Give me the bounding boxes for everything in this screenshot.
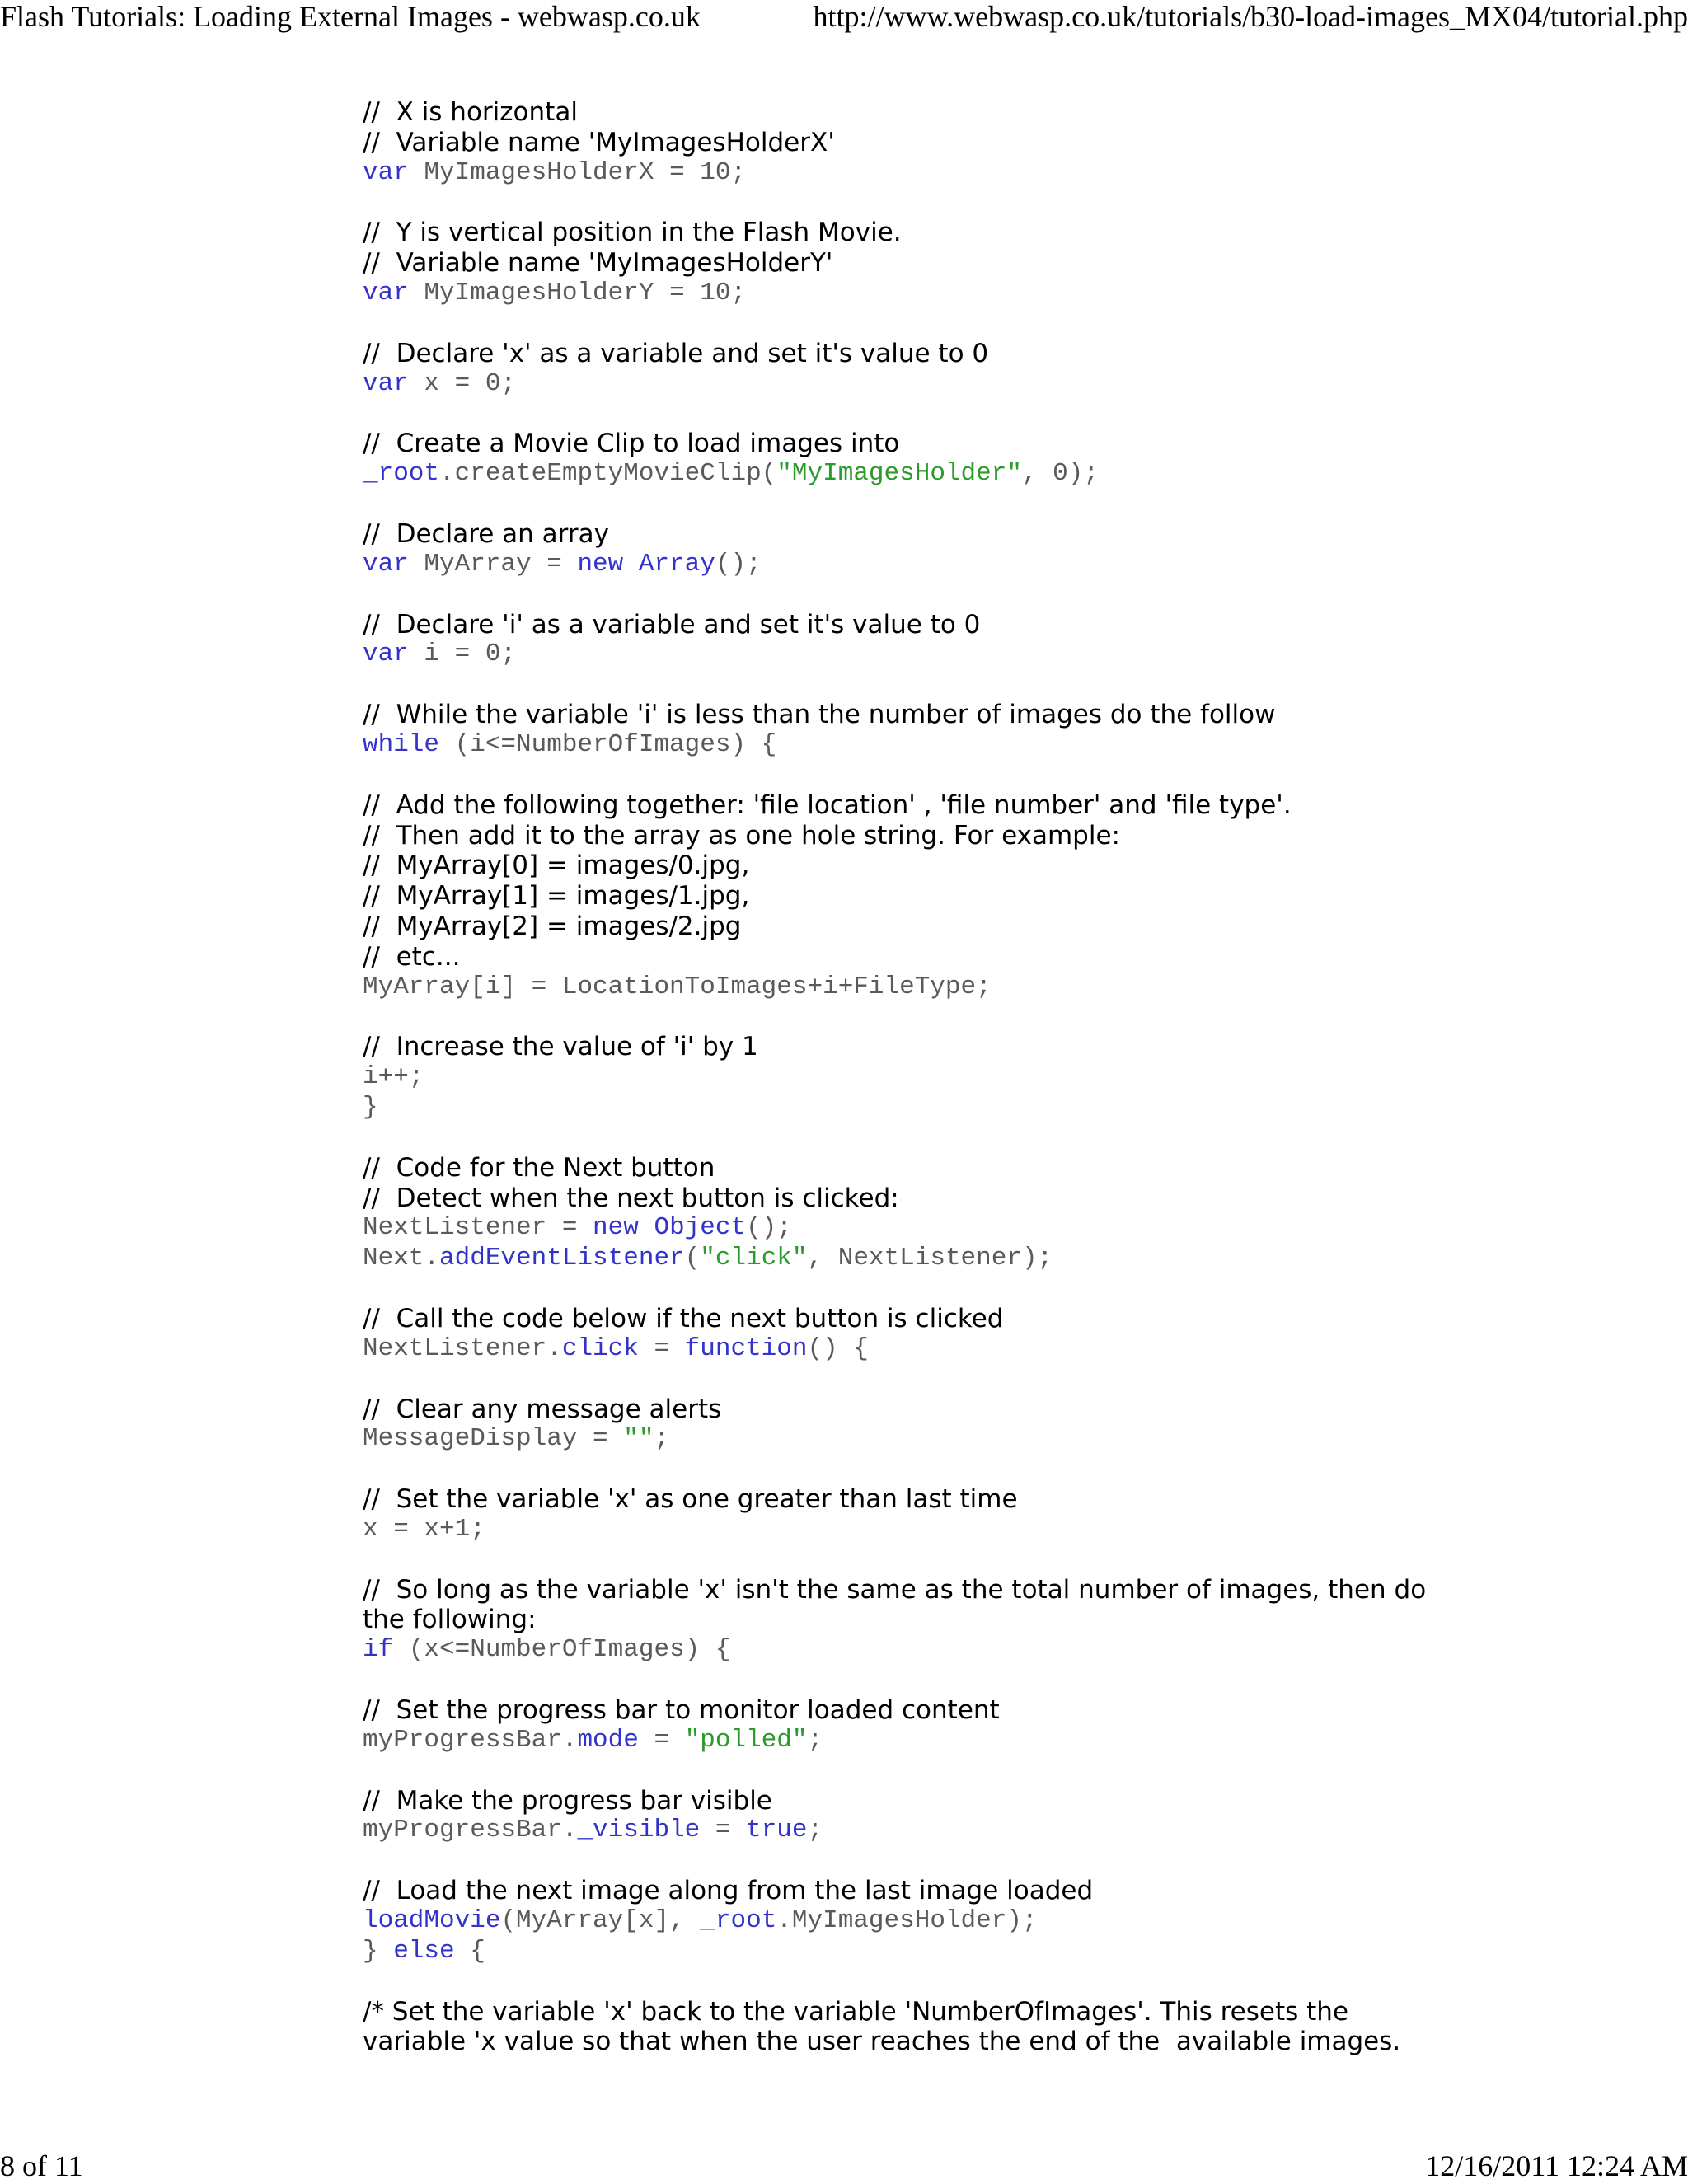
code-text: Next. xyxy=(363,1244,440,1273)
code-text: { xyxy=(454,1936,485,1966)
code-text: x = x+1; xyxy=(363,1514,485,1544)
code-line xyxy=(363,1244,1434,1274)
code-text: i++; xyxy=(363,1062,424,1092)
code-block xyxy=(363,1153,1434,1274)
code-comment-line: // Add the following together: 'file location' , 'file number' and 'file type'. xyxy=(363,790,1292,820)
tutorial-code-listing xyxy=(363,97,1434,2087)
code-comment-line: // So long as the variable 'x' isn't the same as the total number of images, then do xyxy=(363,1574,1427,1605)
code-block xyxy=(363,1786,1434,1847)
code-block xyxy=(363,1575,1434,1666)
page-title: Flash Tutorials: Loading External Images - webwasp.co.uk xyxy=(0,0,701,33)
code-text: NextListener = xyxy=(363,1213,593,1243)
code-block xyxy=(363,1394,1434,1455)
code-text: MyImagesHolderX = 10; xyxy=(408,157,747,187)
code-keyword: Object xyxy=(654,1213,747,1243)
code-block xyxy=(363,519,1434,580)
code-line xyxy=(363,640,1434,670)
code-text: ; xyxy=(807,1725,823,1755)
code-keyword: if xyxy=(363,1635,394,1665)
code-text: } xyxy=(363,1936,394,1966)
code-block xyxy=(363,1695,1434,1756)
code-keyword: _visible xyxy=(577,1816,701,1845)
code-keyword: var xyxy=(363,640,409,669)
page-header xyxy=(0,0,1688,33)
code-text xyxy=(623,550,639,579)
code-text: = xyxy=(638,1333,685,1363)
code-text: ; xyxy=(807,1816,823,1845)
code-block xyxy=(363,97,1434,188)
code-text: (x<=NumberOfImages) { xyxy=(393,1635,731,1665)
code-keyword: else xyxy=(393,1936,455,1966)
code-keyword: Array xyxy=(638,549,715,579)
code-comment-line: // Then add it to the array as one hole string. For example: xyxy=(363,820,1120,851)
code-text: .MyImagesHolder); xyxy=(776,1906,1038,1936)
code-keyword: new xyxy=(577,549,624,579)
code-block xyxy=(363,339,1434,400)
code-text: NextListener. xyxy=(363,1333,562,1363)
page-url[interactable]: http://www.webwasp.co.uk/tutorials/b30-load-images_MX04/tutorial.php xyxy=(813,0,1688,33)
code-keyword: _root xyxy=(700,1906,777,1936)
code-comment-line: the following: xyxy=(363,1605,537,1635)
page-number: 8 of 11 xyxy=(0,2149,83,2182)
code-string: "MyImagesHolder" xyxy=(776,459,1022,489)
code-comment-line: // Clear any message alerts xyxy=(363,1394,722,1424)
code-comment-line: // MyArray[1] = images/1.jpg, xyxy=(363,881,750,912)
code-line xyxy=(363,1213,1434,1244)
code-keyword: _root xyxy=(363,459,440,489)
code-comment-line: // X is horizontal xyxy=(363,97,578,127)
code-line xyxy=(363,1816,1434,1846)
code-text: = xyxy=(638,1725,685,1755)
code-string: "" xyxy=(623,1424,654,1454)
code-comment-line: // MyArray[0] = images/0.jpg, xyxy=(363,851,750,881)
code-block xyxy=(363,1997,1434,2058)
code-text: } xyxy=(363,1092,378,1122)
code-comment-line: // Variable name 'MyImagesHolderY' xyxy=(363,248,833,279)
code-block xyxy=(363,1304,1434,1365)
code-comment-line: // Y is vertical position in the Flash Movie. xyxy=(363,218,902,248)
code-keyword: var xyxy=(363,549,409,579)
code-string: "polled" xyxy=(684,1725,808,1755)
code-block xyxy=(363,1484,1434,1545)
code-text: ( xyxy=(684,1244,701,1273)
code-line xyxy=(363,730,1434,761)
code-comment-line: // Variable name 'MyImagesHolderX' xyxy=(363,127,835,157)
code-keyword: addEventListener xyxy=(439,1244,685,1273)
code-keyword: mode xyxy=(577,1725,639,1755)
code-text xyxy=(639,1213,654,1242)
code-comment-line: // Set the variable 'x' as one greater than last time xyxy=(363,1484,1018,1515)
code-comment-line: // Declare 'x' as a variable and set it's value to 0 xyxy=(363,338,989,368)
code-string: "click" xyxy=(700,1244,808,1273)
code-text: x = 0; xyxy=(408,368,517,398)
page-footer xyxy=(0,2149,1688,2182)
code-text: MyImagesHolderY = 10; xyxy=(408,278,747,307)
code-comment-line: // Create a Movie Clip to load images into xyxy=(363,429,900,459)
code-text: i = 0; xyxy=(408,640,517,669)
code-text: (MyArray[x], xyxy=(500,1906,701,1936)
code-comment-line: variable 'x value so that when the user reaches the end of the available images. xyxy=(363,2027,1401,2057)
code-block xyxy=(363,1876,1434,1966)
code-keyword: new xyxy=(593,1213,639,1243)
code-comment-line: // Set the progress bar to monitor loaded content xyxy=(363,1695,1000,1726)
code-text: (i<=NumberOfImages) { xyxy=(439,729,777,759)
code-keyword: var xyxy=(363,278,409,307)
code-line xyxy=(363,1515,1434,1545)
code-text: MyArray[i] = LocationToImages+i+FileType; xyxy=(363,972,992,1001)
code-keyword: var xyxy=(363,157,409,187)
code-block xyxy=(363,218,1434,308)
code-line xyxy=(363,1093,1434,1123)
code-comment-line: // Call the code below if the next button is clicked xyxy=(363,1303,1004,1333)
code-line xyxy=(363,1424,1434,1455)
code-comment-line: // Declare 'i' as a variable and set it's value to 0 xyxy=(363,609,981,640)
code-line xyxy=(363,1937,1434,1967)
code-comment-line: // Make the progress bar visible xyxy=(363,1785,772,1816)
code-block xyxy=(363,610,1434,671)
code-block xyxy=(363,1032,1434,1122)
code-text: myProgressBar. xyxy=(363,1816,578,1845)
code-text: MyArray = xyxy=(408,549,578,579)
code-comment-line: // Increase the value of 'i' by 1 xyxy=(363,1032,758,1062)
code-block xyxy=(363,790,1434,1003)
code-comment-line: // Detect when the next button is clicked: xyxy=(363,1183,899,1213)
code-line xyxy=(363,459,1434,490)
code-text: MessageDisplay = xyxy=(363,1424,624,1454)
code-comment-line: // Load the next image along from the last image loaded xyxy=(363,1876,1094,1906)
code-keyword: function xyxy=(684,1333,808,1363)
code-line xyxy=(363,1906,1434,1937)
code-text: = xyxy=(700,1816,747,1845)
code-comment-line: // etc... xyxy=(363,941,461,972)
code-block xyxy=(363,700,1434,761)
code-comment-line: // Code for the Next button xyxy=(363,1152,715,1183)
code-line xyxy=(363,1334,1434,1365)
code-line xyxy=(363,1635,1434,1666)
code-text: () { xyxy=(807,1333,869,1363)
code-line xyxy=(363,1726,1434,1756)
code-comment-line: /* Set the variable 'x' back to the variable 'NumberOfImages'. This resets the xyxy=(363,1996,1349,2027)
code-line xyxy=(363,972,1434,1003)
code-comment-line: // Declare an array xyxy=(363,518,609,549)
code-text: myProgressBar. xyxy=(363,1725,578,1755)
code-line xyxy=(363,1062,1434,1093)
code-keyword: loadMovie xyxy=(363,1906,501,1936)
code-text: .createEmptyMovieClip( xyxy=(439,459,777,489)
code-text: , NextListener); xyxy=(807,1244,1053,1273)
code-comment-line: // While the variable 'i' is less than the number of images do the follow xyxy=(363,700,1276,730)
code-keyword: var xyxy=(363,368,409,398)
code-keyword: click xyxy=(561,1333,639,1363)
code-line xyxy=(363,369,1434,400)
code-text: ; xyxy=(654,1424,670,1454)
code-comment-line: // MyArray[2] = images/2.jpg xyxy=(363,911,742,941)
code-line xyxy=(363,158,1434,189)
code-text: (); xyxy=(746,1213,792,1243)
code-keyword: while xyxy=(363,729,440,759)
code-text: , 0); xyxy=(1021,459,1099,489)
print-datetime: 12/16/2011 12:24 AM xyxy=(1425,2149,1688,2182)
code-block xyxy=(363,429,1434,490)
code-text: (); xyxy=(715,549,762,579)
code-line xyxy=(363,279,1434,309)
code-keyword: true xyxy=(746,1816,808,1845)
code-line xyxy=(363,550,1434,580)
